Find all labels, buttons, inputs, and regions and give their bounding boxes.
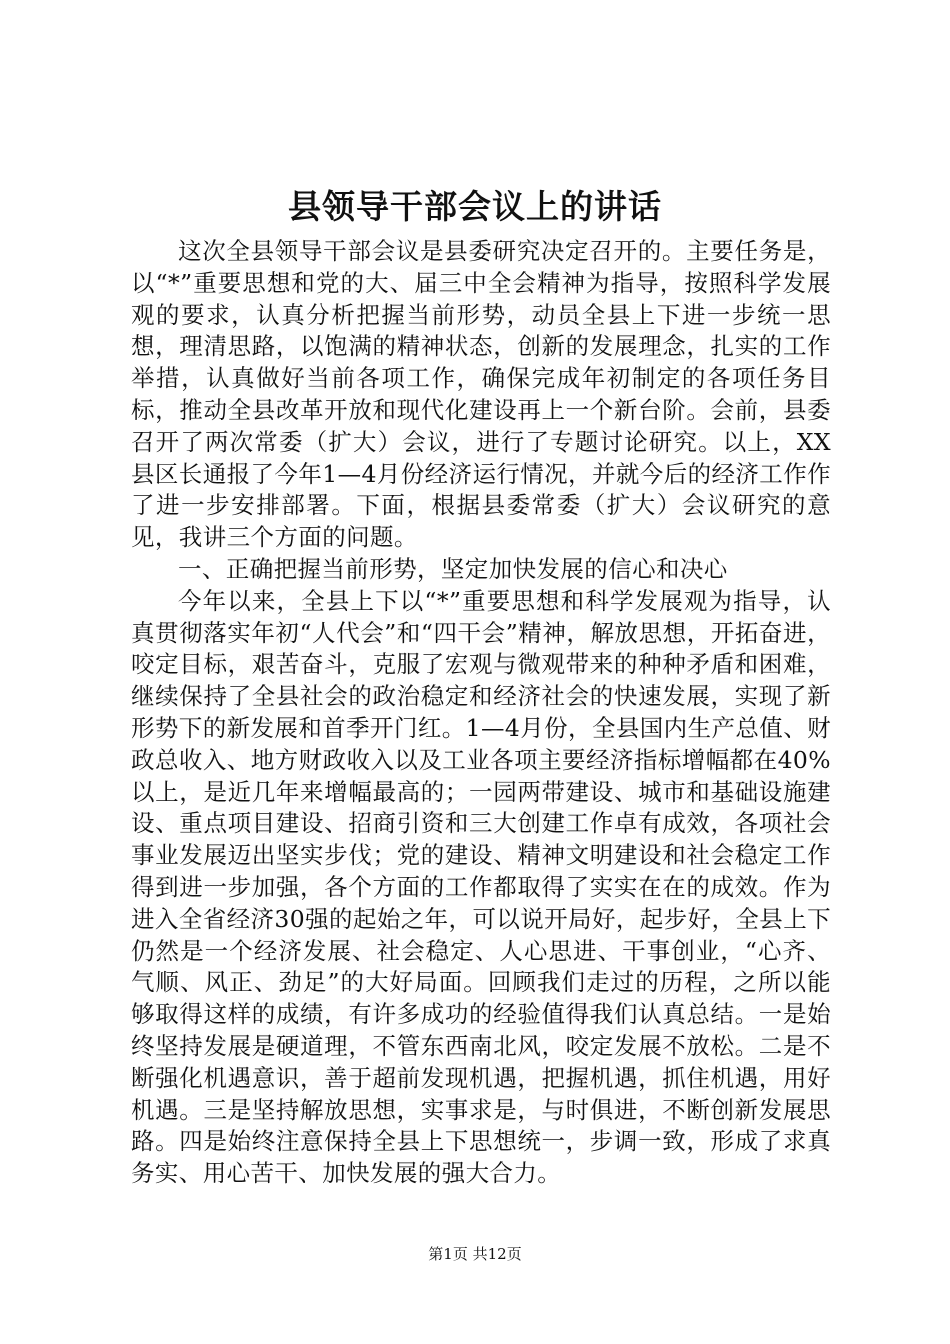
paragraph-section-1: 今年以来，全县上下以“*”重要思想和科学发展观为指导，认真贯彻落实年初“人代会”和“四干会”精神，解放思想，开拓奋进，咬定目标，艰苦奋斗，克服了宏观与微观带来的种种矛盾和困难，继续保持了全县社会的政治稳定和经济社会的快速发展，实现了新形势下的新发展和首季开门红。1—4月份，全县国内生产总值、财政总收入、地方财政收入以及工业各项主要经济指标增幅都在40%以上，是近几年来增幅最高的；一园两带建设、城市和基础设施建设、重点项目建设、招商引资和三大创建工作卓有成效，各项社会事业发展迈出坚实步伐；党的建设、精神文明建设和社会稳定工作得到进一步加强，各个方面的工作都取得了实实在在的成效。作为进入全省经济30强的起始之年，可以说开局好，起步好，全县上下仍然是一个经济发展、社会稳定、人心思进、干事创业，“心齐、气顺、风正、劲足”的大好局面。回顾我们走过的历程，之所以能够取得这样的成绩，有许多成功的经验值得我们认真总结。一是始终坚持发展是硬道理，不管东西南北风，咬定发展不放松。二是不断强化机遇意识，善于超前发现机遇，把握机遇，抓住机遇，用好机遇。三是坚持解放思想，实事求是，与时俱进，不断创新发展思路。四是始终注意保持全县上下思想统一，步调一致，形成了求真务实、用心苦干、加快发展的强大合力。 bbox=[131, 586, 831, 1188]
document-title: 县领导干部会议上的讲话 bbox=[288, 187, 662, 226]
document-body bbox=[131, 236, 831, 1190]
paragraph-intro: 这次全县领导干部会议是县委研究决定召开的。主要任务是，以“*”重要思想和党的大、届三中全会精神为指导，按照科学发展观的要求，认真分析把握当前形势，动员全县上下进一步统一思想，理清思路，以饱满的精神状态，创新的发展理念，扎实的工作举措，认真做好当前各项工作，确保完成年初制定的各项任务目标，推动全县改革开放和现代化建设再上一个新台阶。会前，县委召开了两次常委（扩大）会议，进行了专题讨论研究。以上，XX县区长通报了今年1—4月份经济运行情况，并就今后的经济工作作了进一步安排部署。下面，根据县委常委（扩大）会议研究的意见，我讲三个方面的问题。 bbox=[131, 237, 831, 552]
page-footer: 第1页 共12页 bbox=[428, 1245, 522, 1263]
section-heading-1: 一、正确把握当前形势，坚定加快发展的信心和决心 bbox=[178, 554, 728, 583]
